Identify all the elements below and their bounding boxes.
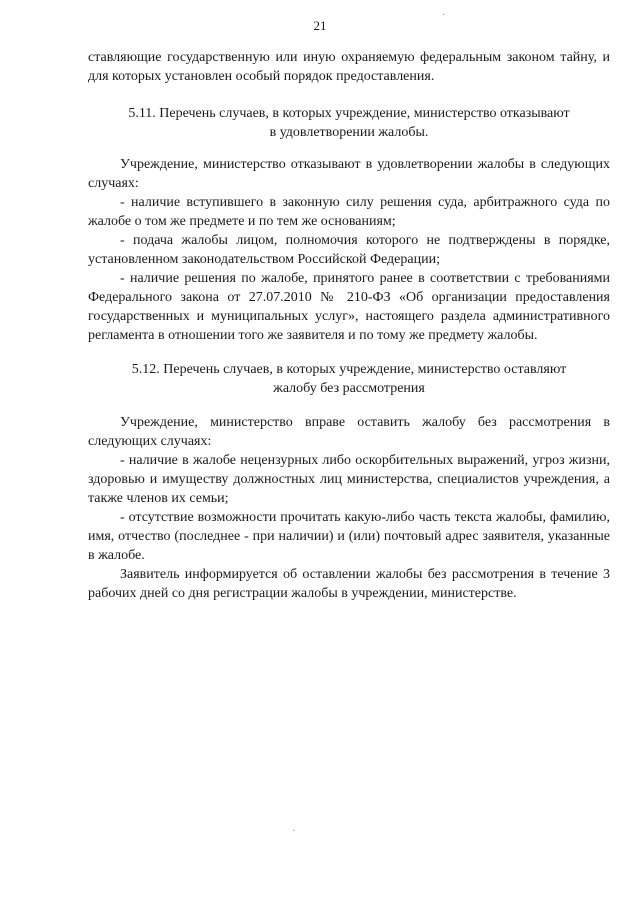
section-5-12-body — [88, 413, 610, 603]
section-5-11-heading-line1: 5.11. Перечень случаев, в которых учреждение, министерство отказывают — [128, 106, 570, 121]
scan-speck: · — [442, 10, 446, 21]
section-5-11-item-1: - наличие вступившего в законную силу решения суда, арбитражного суда по жалобе о том же предмете и по тем же основаниям; — [88, 195, 610, 229]
section-5-11-lead: Учреждение, министерство отказывают в удовлетворении жалобы в следующих случаях: — [88, 157, 610, 191]
section-5-11-heading — [88, 104, 610, 142]
section-5-12-closing: Заявитель информируется об оставлении жалобы без рассмотрения в течение 3 рабочих дней со дня регистрации жалобы в учреждении, министерстве. — [88, 567, 610, 601]
section-5-11-item-3: - наличие решения по жалобе, принятого ранее в соответствии с требованиями Федерального закона от 27.07.2010 № 210-ФЗ «Об организации предоставления государственных и муниципальных услуг», настоящего раздела административного регламента в отношении того же заявителя и по тому же предмету жалобы. — [88, 271, 610, 343]
section-5-11-body — [88, 155, 610, 345]
section-5-12-heading-line2: жалобу без рассмотрения — [273, 381, 425, 396]
section-5-11-heading-line2: в удовлетворении жалобы. — [269, 125, 429, 140]
scan-speck: · — [292, 826, 296, 837]
section-5-12-item-2: - отсутствие возможности прочитать какую-либо часть текста жалобы, фамилию, имя, отчество (последнее - при наличии) и (или) почтовый адрес заявителя, указанные в жалобе. — [88, 510, 610, 563]
page-number: 21 — [313, 18, 327, 33]
section-5-12-item-1: - наличие в жалобе нецензурных либо оскорбительных выражений, угроз жизни, здоровью и имуществу должностных лиц министерства, специалистов учреждения, а также членов их семьи; — [88, 453, 610, 506]
intro-paragraph: ставляющие государственную или иную охраняемую федеральным законом тайну, и для которых установлен особый порядок предоставления. — [88, 50, 610, 84]
section-5-11-item-2: - подача жалобы лицом, полномочия которого не подтверждены в порядке, установленном законодательством Российской Федерации; — [88, 233, 610, 267]
section-5-12-lead: Учреждение, министерство вправе оставить жалобу без рассмотрения в следующих случаях: — [88, 415, 610, 449]
section-5-12-heading — [88, 360, 610, 398]
section-5-12-heading-line1: 5.12. Перечень случаев, в которых учреждение, министерство оставляют — [131, 362, 567, 377]
